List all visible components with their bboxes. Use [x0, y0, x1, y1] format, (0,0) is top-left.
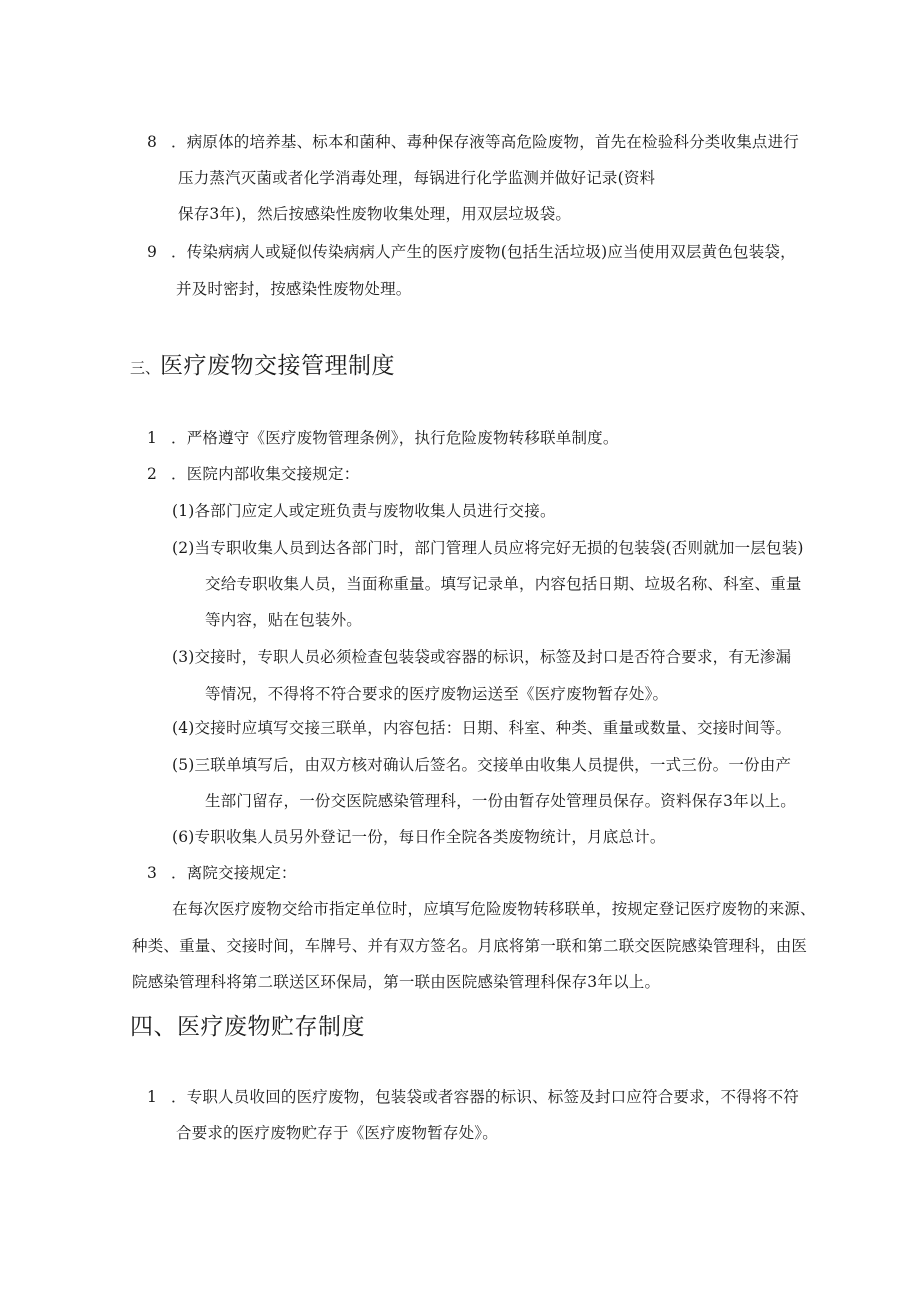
section-prefix: 三、	[130, 359, 161, 377]
item-number: 2	[147, 465, 158, 483]
item-text: ．离院交接规定：	[171, 864, 297, 882]
item-number: 3	[147, 864, 158, 882]
sub-item-5-line2: 生部门留存，一份交医院感染管理科，一份由暂存处管理员保存。资料保存3年以上。	[205, 792, 796, 810]
item-text: ．严格遵守《医疗废物管理条例》，执行危险废物转移联单制度。	[171, 429, 619, 447]
sub-item-2-line3: 等内容，贴在包装外。	[205, 611, 363, 629]
paragraph-line-2: 种类、重量、交接时间，车牌号、并有双方签名。月底将第一联和第二联交医院感染管理科，由医	[132, 937, 808, 955]
list-item-1-section4-line2: 合要求的医疗废物贮存于《医疗废物暂存处》。	[176, 1124, 498, 1142]
list-item-2	[147, 463, 359, 485]
item-text: ．传染病病人或疑似传染病病人产生的医疗废物(包括生活垃圾)应当使用双层黄色包装袋，	[171, 243, 796, 261]
sub-item-4: (4)交接时应填写交接三联单，内容包括：日期、科室、种类、重量或数量、交接时间等。	[172, 719, 792, 737]
list-item-1	[147, 427, 619, 449]
section-heading-3	[130, 351, 395, 383]
item-number: 1	[147, 1088, 158, 1106]
item-number: 8	[147, 133, 158, 151]
sub-item-2-line2: 交给专职收集人员，当面称重量。填写记录单，内容包括日期、垃圾名称、科室、重量	[205, 575, 802, 593]
item-text: ．医院内部收集交接规定：	[171, 465, 360, 483]
item-text: ．专职人员收回的医疗废物，包装袋或者容器的标识、标签及封口应符合要求，不得将不符	[171, 1088, 800, 1106]
list-item-8-line2: 压力蒸汽灭菌或者化学消毒处理，每锅进行化学监测并做好记录(资料	[178, 169, 656, 187]
sub-item-1: (1)各部门应定人或定班负责与废物收集人员进行交接。	[172, 502, 556, 520]
sub-item-2: (2)当专职收集人员到达各部门时，部门管理人员应将完好无损的包装袋(否则就加一层包装)	[172, 539, 804, 557]
list-item-8	[147, 131, 799, 153]
item-number: 1	[147, 429, 158, 447]
paragraph-line-1: 在每次医疗废物交给市指定单位时，应填写危险废物转移联单，按规定登记医疗废物的来源、	[172, 900, 816, 918]
sub-item-6: (6)专职收集人员另外登记一份，每日作全院各类废物统计，月底总计。	[172, 828, 666, 846]
item-text: ．病原体的培养基、标本和菌种、毒种保存液等高危险废物，首先在检验科分类收集点进行	[171, 133, 800, 151]
paragraph-line-3: 院感染管理科将第二联送区环保局，第一联由医院感染管理科保存3年以上。	[132, 973, 661, 991]
item-number: 9	[147, 243, 158, 261]
list-item-8-line3: 保存3年)，然后按感染性废物收集处理，用双层垃圾袋。	[178, 205, 572, 223]
list-item-9-line2: 并及时密封，按感染性废物处理。	[176, 280, 412, 298]
section-heading-4: 四、医疗废物贮存制度	[130, 1014, 365, 1040]
list-item-3	[147, 862, 297, 884]
sub-item-5: (5)三联单填写后，由双方核对确认后签名。交接单由收集人员提供，一式三份。一份由产	[172, 756, 792, 774]
section-title: 医疗废物交接管理制度	[160, 353, 396, 379]
sub-item-3-line2: 等情况，不得将不符合要求的医疗废物运送至《医疗废物暂存处》。	[205, 685, 669, 703]
sub-item-3: (3)交接时，专职人员必须检查包装袋或容器的标识，标签及封口是否符合要求，有无渗漏	[172, 648, 792, 666]
list-item-1-section4	[147, 1086, 799, 1108]
list-item-9	[147, 241, 796, 263]
